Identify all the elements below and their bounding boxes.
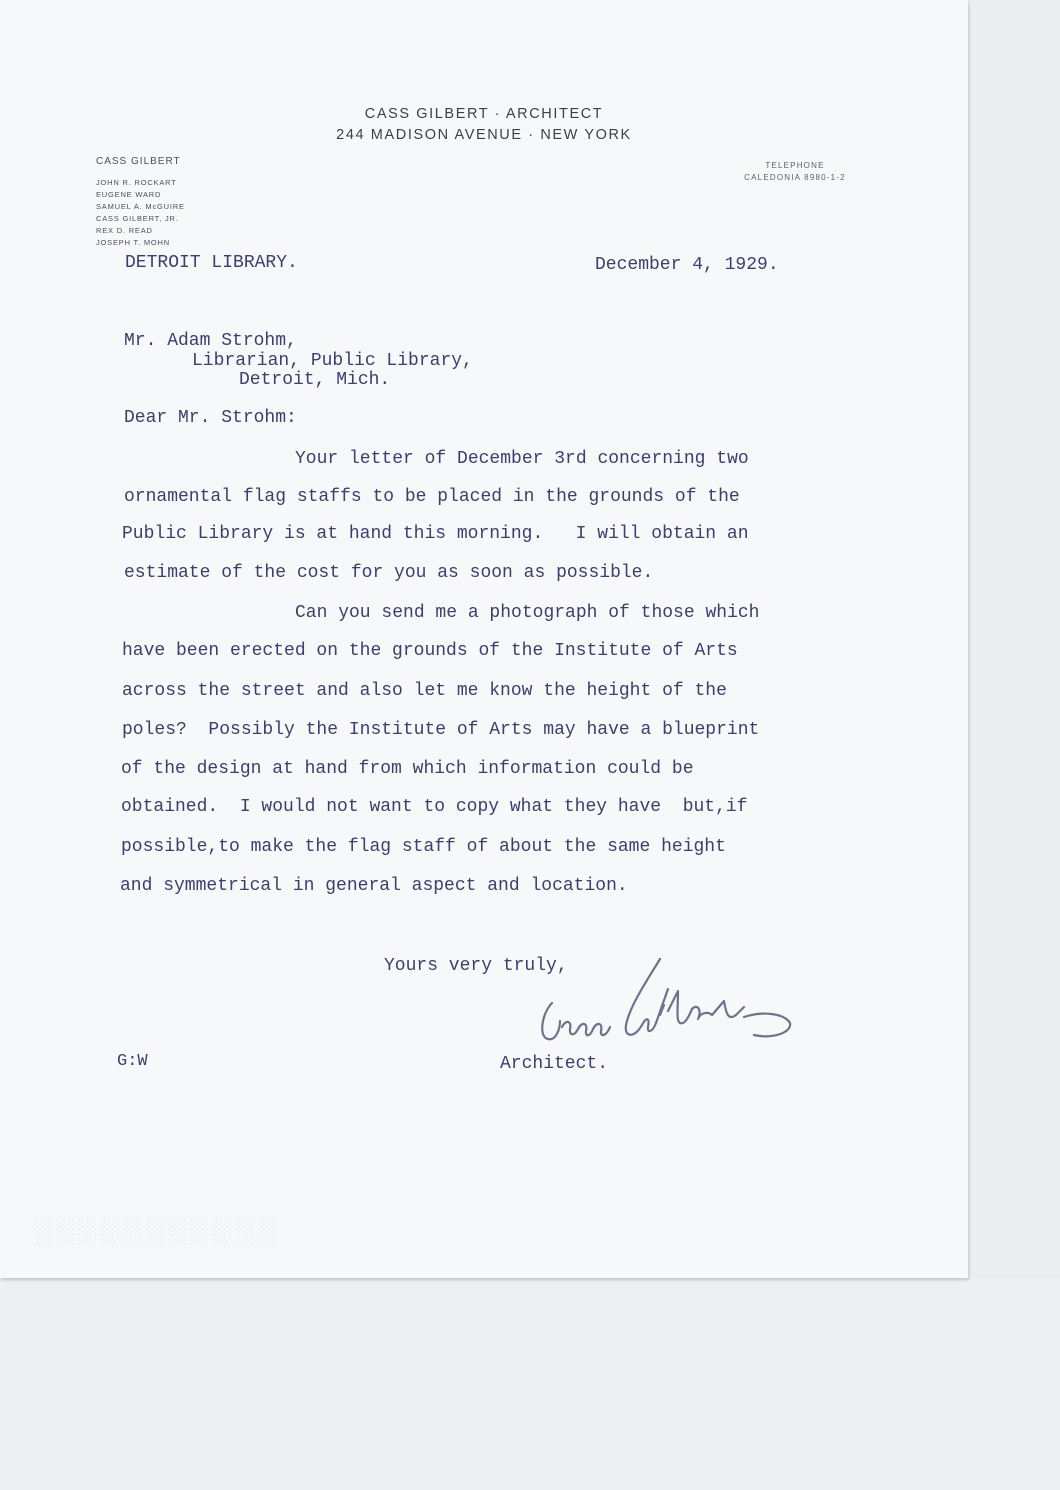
body-line: obtained. I would not want to copy what they have but,if [121,797,748,817]
letterhead-address: 244 MADISON AVENUE · NEW YORK [336,127,632,143]
partner-listing [96,156,185,249]
recipient-title: Librarian, Public Library, [192,351,473,371]
faint-ink-bleed: ░░░░░░░░░░░ [30,1217,277,1247]
body-line: have been erected on the grounds of the Institute of Arts [122,641,738,661]
partner-name: EUGENE WARD [96,190,162,199]
partner-list [96,177,185,249]
body-line: Public Library is at hand this morning. I will obtain an [122,524,749,544]
recipient-name: Mr. Adam Strohm, [124,331,297,351]
body-line: poles? Possibly the Institute of Arts may have a blueprint [122,720,760,740]
recipient-city: Detroit, Mich. [239,370,391,390]
body-line: estimate of the cost for you as soon as possible. [124,563,654,583]
telephone-number: CALEDONIA 8980-1-2 [744,173,846,182]
closing: Yours very truly, [384,956,568,976]
partner-name: SAMUEL A. McGUIRE [96,202,185,211]
typist-initials: G:W [117,1052,148,1071]
background-below-sheet [0,1278,1060,1490]
telephone-block [700,161,890,182]
body-line: Your letter of December 3rd concerning two [295,449,749,469]
telephone-label: TELEPHONE [765,161,825,170]
partner-name: CASS GILBERT, JR. [96,214,179,223]
body-line: Can you send me a photograph of those which [295,603,760,623]
partner-name: JOHN R. ROCKART [96,178,177,187]
handwritten-signature [530,955,800,1055]
body-line: ornamental flag staffs to be placed in the grounds of the [124,487,740,507]
principal-name: CASS GILBERT [96,156,181,167]
body-line: across the street and also let me know the height of the [122,681,727,701]
salutation: Dear Mr. Strohm: [124,408,297,428]
subject-line: DETROIT LIBRARY. [125,253,298,273]
body-line: of the design at hand from which information could be [121,759,694,779]
partner-name: JOSEPH T. MOHN [96,238,170,247]
letter-date: December 4, 1929. [595,255,779,275]
signer-title: Architect. [500,1054,609,1074]
body-line: and symmetrical in general aspect and location. [120,876,628,896]
letterhead-firm: CASS GILBERT · ARCHITECT [364,106,604,122]
body-line: possible,to make the flag staff of about the same height [121,837,726,857]
partner-name: REX D. READ [96,226,153,235]
